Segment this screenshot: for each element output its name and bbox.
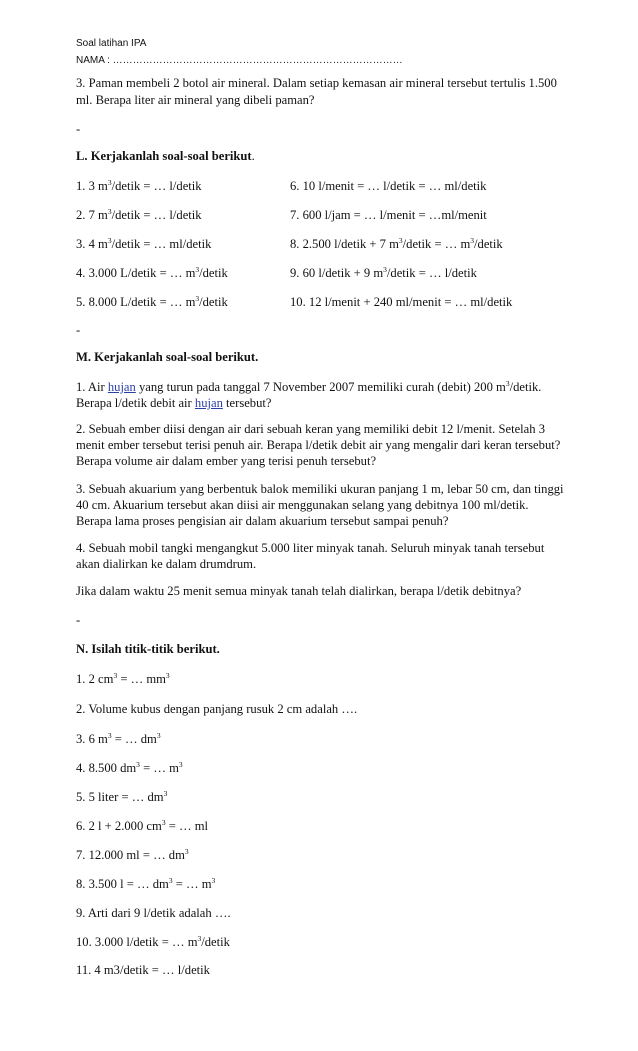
- l-item-9-b: /detik = … l/detik: [386, 266, 477, 280]
- m-q1-line-1: [76, 379, 541, 395]
- section-l-title-text: L. Kerjakanlah soal-soal berikut: [76, 149, 252, 163]
- l-item-10: 10. 12 l/menit + 240 ml/menit = … ml/detik: [290, 295, 513, 309]
- n-item-4-sup1: 3: [136, 760, 140, 769]
- n-item-5: [76, 789, 167, 805]
- m-q1-d: Berapa l/detik debit air: [76, 396, 195, 410]
- m-q1-sup: 3: [505, 379, 510, 388]
- m-q4-followup: Jika dalam waktu 25 menit semua minyak tanah telah dialirkan, berapa l/detik debitnya?: [76, 584, 522, 598]
- n-item-2: 2. Volume kubus dengan panjang rusuk 2 cm adalah ….: [76, 702, 358, 716]
- n-item-4: [76, 760, 183, 776]
- l-item-8-c: /detik: [474, 237, 503, 251]
- l-item-1-a: 1. 3 m: [76, 179, 108, 193]
- n-item-1: [76, 671, 170, 687]
- l-item-5-sup: 3: [195, 294, 200, 303]
- n-item-3-a: 3. 6 m: [76, 732, 108, 746]
- n-item-6: [76, 818, 208, 834]
- n-item-3-b: = … dm: [111, 732, 157, 746]
- hujan-link-2[interactable]: hujan: [194, 396, 223, 410]
- n-item-1-b: = … mm: [117, 672, 166, 686]
- n-item-3-sup1: 3: [107, 731, 112, 740]
- l-item-8-sup1: 3: [398, 236, 403, 245]
- n-item-9: 9. Arti dari 9 l/detik adalah ….: [76, 906, 231, 920]
- n-item-8-a: 8. 3.500 l = … dm: [76, 877, 169, 891]
- l-item-3-sup: 3: [107, 236, 112, 245]
- m-q2-line-1: 2. Sebuah ember diisi dengan air dari sebuah keran yang memiliki debit 12 l/menit. Setelah 3: [76, 422, 545, 436]
- l-item-8-sup2: 3: [470, 236, 475, 245]
- section-m-title: M. Kerjakanlah soal-soal berikut.: [76, 350, 259, 364]
- name-field-line: NAMA : ……………………………………………………………………………: [76, 55, 403, 66]
- l-item-4: [76, 265, 228, 281]
- l-item-3: [76, 236, 211, 252]
- q3-line-1: 3. Paman membeli 2 botol air mineral. Dalam setiap kemasan air mineral tersebut tertulis 1.500: [76, 76, 557, 90]
- l-item-8: [290, 236, 503, 252]
- n-item-8: [76, 876, 215, 892]
- l-item-5-a: 5. 8.000 L/detik = … m: [76, 295, 196, 309]
- n-item-8-sup1: 3: [168, 876, 173, 885]
- n-item-3-sup2: 3: [156, 731, 161, 740]
- l-item-1-b: /detik = … l/detik: [111, 179, 202, 193]
- doc-title: Soal latihan IPA: [76, 38, 147, 49]
- l-item-2-sup: 3: [107, 207, 112, 216]
- n-item-5-sup: 3: [163, 789, 168, 798]
- n-item-1-a: 1. 2 cm: [76, 672, 114, 686]
- section-n-title: N. Isilah titik-titik berikut.: [76, 642, 220, 656]
- l-item-5: [76, 294, 228, 310]
- m-q1-b: yang turun pada tanggal 7 November 2007 memiliki curah (debit) 200 m: [135, 380, 506, 394]
- m-q2-line-2: menit ember tersebut terisi penuh air. Berapa l/detik debit air yang mengalir dari keran tersebut?: [76, 438, 561, 452]
- l-item-4-sup: 3: [195, 265, 200, 274]
- l-item-4-b: /detik: [199, 266, 228, 280]
- n-item-7-a: 7. 12.000 ml = … dm: [76, 848, 185, 862]
- m-q2-line-3: Berapa volume air dalam ember yang terisi penuh tersebut?: [76, 454, 377, 468]
- n-item-11: 11. 4 m3/detik = … l/detik: [76, 963, 210, 977]
- n-item-3: [76, 731, 161, 747]
- l-item-1: [76, 178, 202, 194]
- q3-line-2: ml. Berapa liter air mineral yang dibeli paman?: [76, 93, 315, 107]
- l-item-3-b: /detik = … ml/detik: [111, 237, 212, 251]
- separator-dash: -: [76, 323, 81, 337]
- l-item-2: [76, 207, 202, 223]
- n-item-1-sup2: 3: [165, 671, 170, 680]
- n-item-6-sup: 3: [161, 818, 166, 827]
- n-item-6-b: = … ml: [165, 819, 208, 833]
- m-q3-line-1: 3. Sebuah akuarium yang berbentuk balok memiliki ukuran panjang 1 m, lebar 50 cm, dan tinggi: [76, 482, 564, 496]
- l-item-9-sup: 3: [383, 265, 387, 274]
- separator-dash: -: [76, 122, 81, 136]
- n-item-1-sup1: 3: [113, 671, 118, 680]
- l-item-7: 7. 600 l/jam = … l/menit = …ml/menit: [290, 208, 487, 222]
- separator-dash: -: [76, 613, 81, 627]
- n-item-10-sup: 3: [197, 934, 202, 943]
- n-item-4-a: 4. 8.500 dm: [76, 761, 137, 775]
- n-item-8-b: = … m: [172, 877, 212, 891]
- section-l-title: [76, 148, 255, 164]
- m-q3-line-3: Berapa lama proses pengisian air dalam akuarium tersebut sampai penuh?: [76, 514, 449, 528]
- n-item-5-a: 5. 5 liter = … dm: [76, 790, 164, 804]
- m-q4-line-2: akan dialirkan ke dalam drumdrum.: [76, 557, 257, 571]
- n-item-10-b: /detik: [201, 935, 230, 949]
- l-item-8-b: /detik = … m: [402, 237, 471, 251]
- m-q1-line-2: [76, 395, 272, 411]
- section-l-title-dot: .: [251, 149, 255, 163]
- l-item-9-a: 9. 60 l/detik + 9 m: [290, 266, 384, 280]
- m-q1-a: 1. Air: [76, 380, 108, 394]
- m-q4-line-1: 4. Sebuah mobil tangki mengangkut 5.000 liter minyak tanah. Seluruh minyak tanah tersebut: [76, 541, 545, 555]
- n-item-10-a: 10. 3.000 l/detik = … m: [76, 935, 198, 949]
- n-item-8-sup2: 3: [211, 876, 216, 885]
- l-item-8-a: 8. 2.500 l/detik + 7 m: [290, 237, 399, 251]
- n-item-4-sup2: 3: [178, 760, 183, 769]
- n-item-6-a: 6. 2 l + 2.000 cm: [76, 819, 162, 833]
- l-item-6: 6. 10 l/menit = … l/detik = … ml/detik: [290, 179, 487, 193]
- l-item-4-a: 4. 3.000 L/detik = … m: [76, 266, 196, 280]
- n-item-10: [76, 934, 230, 950]
- n-item-4-b: = … m: [139, 761, 179, 775]
- l-item-2-a: 2. 7 m: [76, 208, 108, 222]
- n-item-7-sup: 3: [184, 847, 189, 856]
- m-q3-line-2: 40 cm. Akuarium tersebut akan diisi air menggunakan selang yang debitnya 100 ml/detik.: [76, 498, 529, 512]
- l-item-3-a: 3. 4 m: [76, 237, 108, 251]
- l-item-1-sup: 3: [107, 178, 112, 187]
- l-item-9: [290, 265, 477, 281]
- m-q1-e: tersebut?: [222, 396, 272, 410]
- m-q1-c: /detik.: [509, 380, 542, 394]
- n-item-7: [76, 847, 189, 863]
- l-item-2-b: /detik = … l/detik: [111, 208, 202, 222]
- l-item-5-b: /detik: [199, 295, 228, 309]
- hujan-link-1[interactable]: hujan: [107, 380, 136, 394]
